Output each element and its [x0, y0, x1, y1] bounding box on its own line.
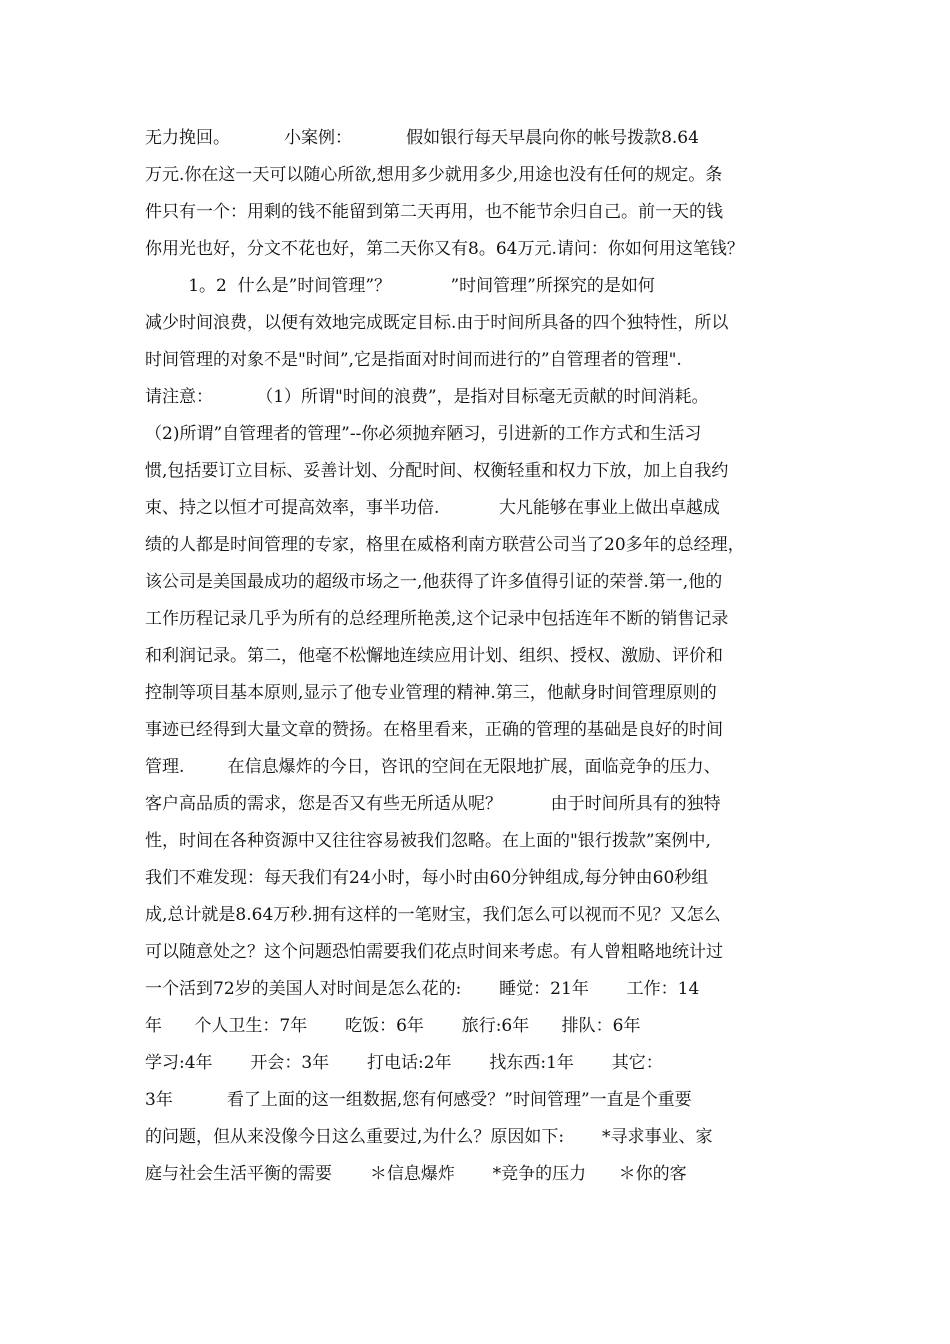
- text-line: 庭与社会生活平衡的需要 ＊信息爆炸 *竞争的压力 ＊你的客: [145, 1164, 687, 1184]
- text-line: （2)所谓”自管理者的管理”--你必须抛弃陋习，引进新的工作方式和生活习: [145, 424, 702, 444]
- text-line: 该公司是美国最成功的超级市场之一,他获得了许多值得引证的荣誉.第一,他的: [145, 572, 723, 592]
- text-line: 1。2 什么是”时间管理”？ ”时间管理”所探究的是如何: [145, 276, 655, 296]
- text-line: 控制等项目基本原则,显示了他专业管理的精神.第三，他献身时间管理原则的: [145, 683, 717, 703]
- text-line: 的问题，但从来没像今日这么重要过,为什么？原因如下: *寻求事业、家: [145, 1127, 713, 1147]
- text-line: 一个活到72岁的美国人对时间是怎么花的: 睡觉：21年 工作：14: [145, 979, 700, 999]
- text-line: 惯,包括要订立目标、妥善计划、分配时间、权衡轻重和权力下放，加上自我约: [145, 461, 729, 481]
- text-line: 性，时间在各种资源中又往往容易被我们忽略。在上面的"银行拨款”案例中,: [145, 831, 711, 851]
- text-line: 年 个人卫生：7年 吃饭：6年 旅行:6年 排队：6年: [145, 1016, 641, 1036]
- text-line: 事迹已经得到大量文章的赞扬。在格里看来，正确的管理的基础是良好的时间: [145, 720, 723, 740]
- text-line: 我们不难发现：每天我们有24小时，每小时由60分钟组成,每分钟由60秒组: [145, 868, 709, 888]
- text-line: 无力挽回。 小案例： 假如银行每天早晨向你的帐号拨款8.64: [145, 128, 699, 148]
- text-line: 3年 看了上面的这一组数据,您有何感受？”时间管理”一直是个重要: [145, 1090, 692, 1110]
- text-line: 工作历程记录几乎为所有的总经理所艳羡,这个记录中包括连年不断的销售记录: [145, 609, 729, 629]
- text-line: 成,总计就是8.64万秒.拥有这样的一笔财宝，我们怎么可以视而不见？又怎么: [145, 905, 721, 925]
- text-line: 请注意： （1）所谓"时间的浪费”，是指对目标毫无贡献的时间消耗。: [145, 387, 709, 407]
- text-line: 万元.你在这一天可以随心所欲,想用多少就用多少,用途也没有任何的规定。条: [145, 165, 723, 185]
- text-line: 件只有一个：用剩的钱不能留到第二天再用，也不能节余归自己。前一天的钱: [145, 202, 723, 222]
- text-line: 束、持之以恒才可提高效率，事半功倍. 大凡能够在事业上做出卓越成: [145, 498, 720, 518]
- text-line: 管理. 在信息爆炸的今日，咨讯的空间在无限地扩展，面临竞争的压力、: [145, 757, 721, 777]
- text-line: 绩的人都是时间管理的专家，格里在威格利南方联营公司当了20多年的总经理，: [145, 535, 745, 555]
- text-line: 你用光也好，分文不花也好，第二天你又有8。64万元.请问：你如何用这笔钱？: [145, 239, 744, 259]
- text-line: 学习:4年 开会：3年 打电话:2年 找东西:1年 其它：: [145, 1053, 663, 1073]
- body-text: [145, 120, 825, 1193]
- text-line: 和利润记录。第二，他毫不松懈地连续应用计划、组织、授权、激励、评价和: [145, 646, 723, 666]
- text-line: 减少时间浪费，以便有效地完成既定目标.由于时间所具备的四个独特性，所以: [145, 313, 729, 333]
- text-line: 可以随意处之？这个问题恐怕需要我们花点时间来考虑。有人曾粗略地统计过: [145, 942, 723, 962]
- text-line: 客户高品质的需求，您是否又有些无所适从呢？ 由于时间所具有的独特: [145, 794, 721, 814]
- text-line: 时间管理的对象不是"时间”,它是指面对时间而进行的”自管理者的管理".: [145, 350, 682, 370]
